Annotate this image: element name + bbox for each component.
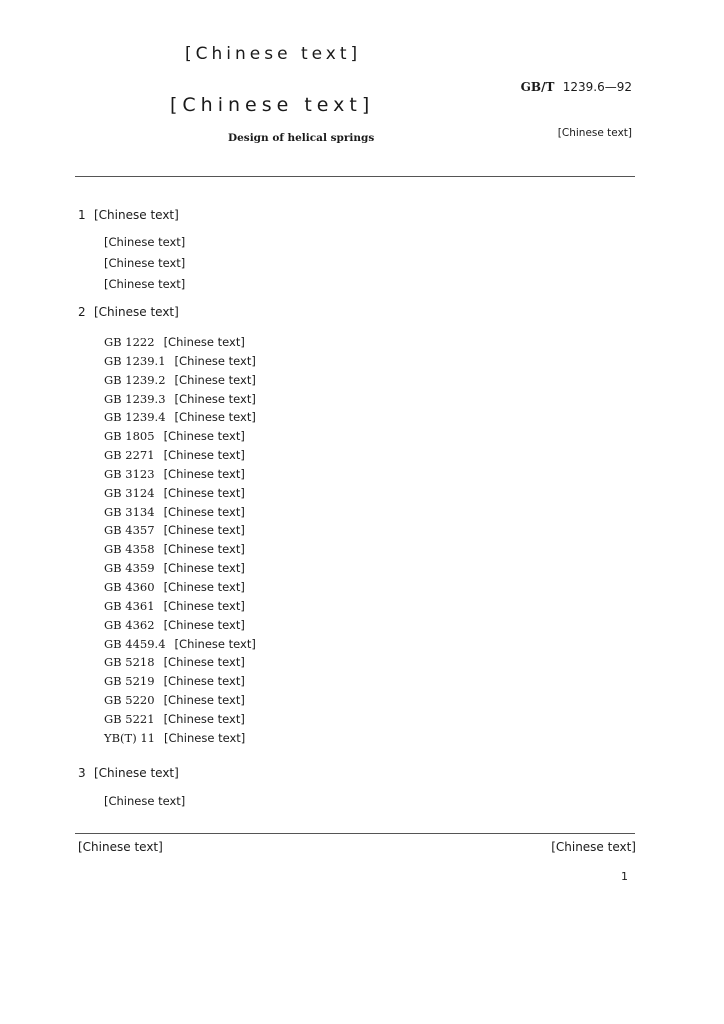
section-title: [Chinese text]	[94, 766, 179, 780]
reference-code: GB 5221	[104, 711, 155, 726]
reference-title: [Chinese text]	[163, 617, 245, 632]
reference-title: [Chinese text]	[163, 504, 245, 519]
reference-title: [Chinese text]	[163, 542, 245, 557]
section-title: [Chinese text]	[94, 305, 179, 319]
reference-item	[104, 578, 256, 597]
footer-divider	[75, 833, 635, 834]
reference-item	[104, 465, 256, 484]
reference-code: GB 4459.4	[104, 636, 166, 651]
reference-code: GB 1239.2	[104, 372, 166, 387]
reference-item	[104, 352, 256, 371]
reference-title: [Chinese text]	[163, 655, 245, 670]
reference-code: GB 1239.4	[104, 410, 166, 425]
reference-code: GB 3124	[104, 485, 155, 500]
reference-title: [Chinese text]	[174, 636, 256, 651]
reference-code: GB 2271	[104, 448, 155, 463]
header-divider	[75, 176, 635, 177]
reference-title: [Chinese text]	[163, 448, 245, 463]
implementation-date: [Chinese text]	[551, 840, 636, 854]
reference-code: GB 5220	[104, 693, 155, 708]
standard-code	[521, 80, 632, 94]
reference-title: [Chinese text]	[163, 335, 245, 349]
reference-code: GB 1222	[104, 335, 155, 349]
reference-code: GB 4360	[104, 579, 155, 594]
reference-item	[104, 371, 256, 390]
reference-title: [Chinese text]	[163, 485, 245, 500]
reference-title: [Chinese text]	[163, 466, 245, 481]
reference-code: GB 1805	[104, 429, 155, 444]
reference-item	[104, 597, 256, 616]
national-standard-heading: [Chinese text]	[185, 44, 362, 64]
reference-item	[104, 729, 256, 748]
section-number: 1	[78, 208, 86, 222]
reference-title: [Chinese text]	[163, 561, 245, 576]
reference-item	[104, 635, 256, 654]
reference-item	[104, 427, 256, 446]
document-title: [Chinese text]	[170, 94, 375, 116]
reference-item	[104, 390, 256, 409]
reference-code: GB 3123	[104, 466, 155, 481]
reference-code: GB 1239.1	[104, 353, 166, 368]
reference-item	[104, 521, 256, 540]
reference-title: [Chinese text]	[163, 429, 245, 444]
english-title: Design of helical springs	[228, 132, 375, 144]
reference-item	[104, 559, 256, 578]
section-number: 2	[78, 305, 86, 319]
reference-item	[104, 333, 256, 352]
reference-title: [Chinese text]	[174, 391, 256, 406]
reference-item	[104, 672, 256, 691]
section-2-heading	[78, 305, 179, 319]
reference-code: GB 1239.3	[104, 391, 166, 406]
reference-title: [Chinese text]	[163, 598, 245, 613]
reference-title: [Chinese text]	[163, 579, 245, 594]
paragraph: [Chinese text]	[104, 794, 186, 808]
paragraph: [Chinese text]	[104, 256, 186, 270]
reference-item	[104, 540, 256, 559]
reference-code: GB 5218	[104, 655, 155, 670]
reference-title: [Chinese text]	[163, 523, 245, 538]
section-1-heading	[78, 208, 179, 222]
reference-item	[104, 653, 256, 672]
reference-code: GB 4358	[104, 542, 155, 557]
reference-code: GB 5219	[104, 674, 155, 689]
reference-title: [Chinese text]	[174, 410, 256, 425]
reference-item	[104, 616, 256, 635]
reference-item	[104, 484, 256, 503]
paragraph: [Chinese text]	[104, 235, 186, 249]
reference-title: [Chinese text]	[174, 372, 256, 387]
section-title: [Chinese text]	[94, 208, 179, 222]
page-number: 1	[621, 870, 628, 883]
reference-item	[104, 691, 256, 710]
paragraph: [Chinese text]	[104, 277, 186, 291]
reference-item	[104, 408, 256, 427]
reference-item	[104, 503, 256, 522]
reference-title: [Chinese text]	[163, 693, 245, 708]
section-3-heading	[78, 766, 179, 780]
reference-title: [Chinese text]	[163, 674, 245, 689]
reference-code: GB 4361	[104, 598, 155, 613]
reference-item	[104, 710, 256, 729]
reference-title: [Chinese text]	[163, 711, 245, 726]
replaces-note: [Chinese text]	[557, 127, 632, 139]
standard-code-number: 1239.6—92	[562, 80, 632, 94]
normative-reference-list	[104, 333, 256, 748]
reference-code: YB(T) 11	[104, 730, 155, 745]
section-number: 3	[78, 766, 86, 780]
approval-date: [Chinese text]	[78, 840, 163, 854]
reference-code: GB 4359	[104, 561, 155, 576]
reference-title: [Chinese text]	[163, 730, 246, 745]
reference-title: [Chinese text]	[174, 353, 256, 368]
reference-code: GB 4362	[104, 617, 155, 632]
reference-code: GB 3134	[104, 504, 155, 519]
reference-code: GB 4357	[104, 523, 155, 538]
standard-code-prefix: GB/T	[520, 80, 555, 94]
reference-item	[104, 446, 256, 465]
